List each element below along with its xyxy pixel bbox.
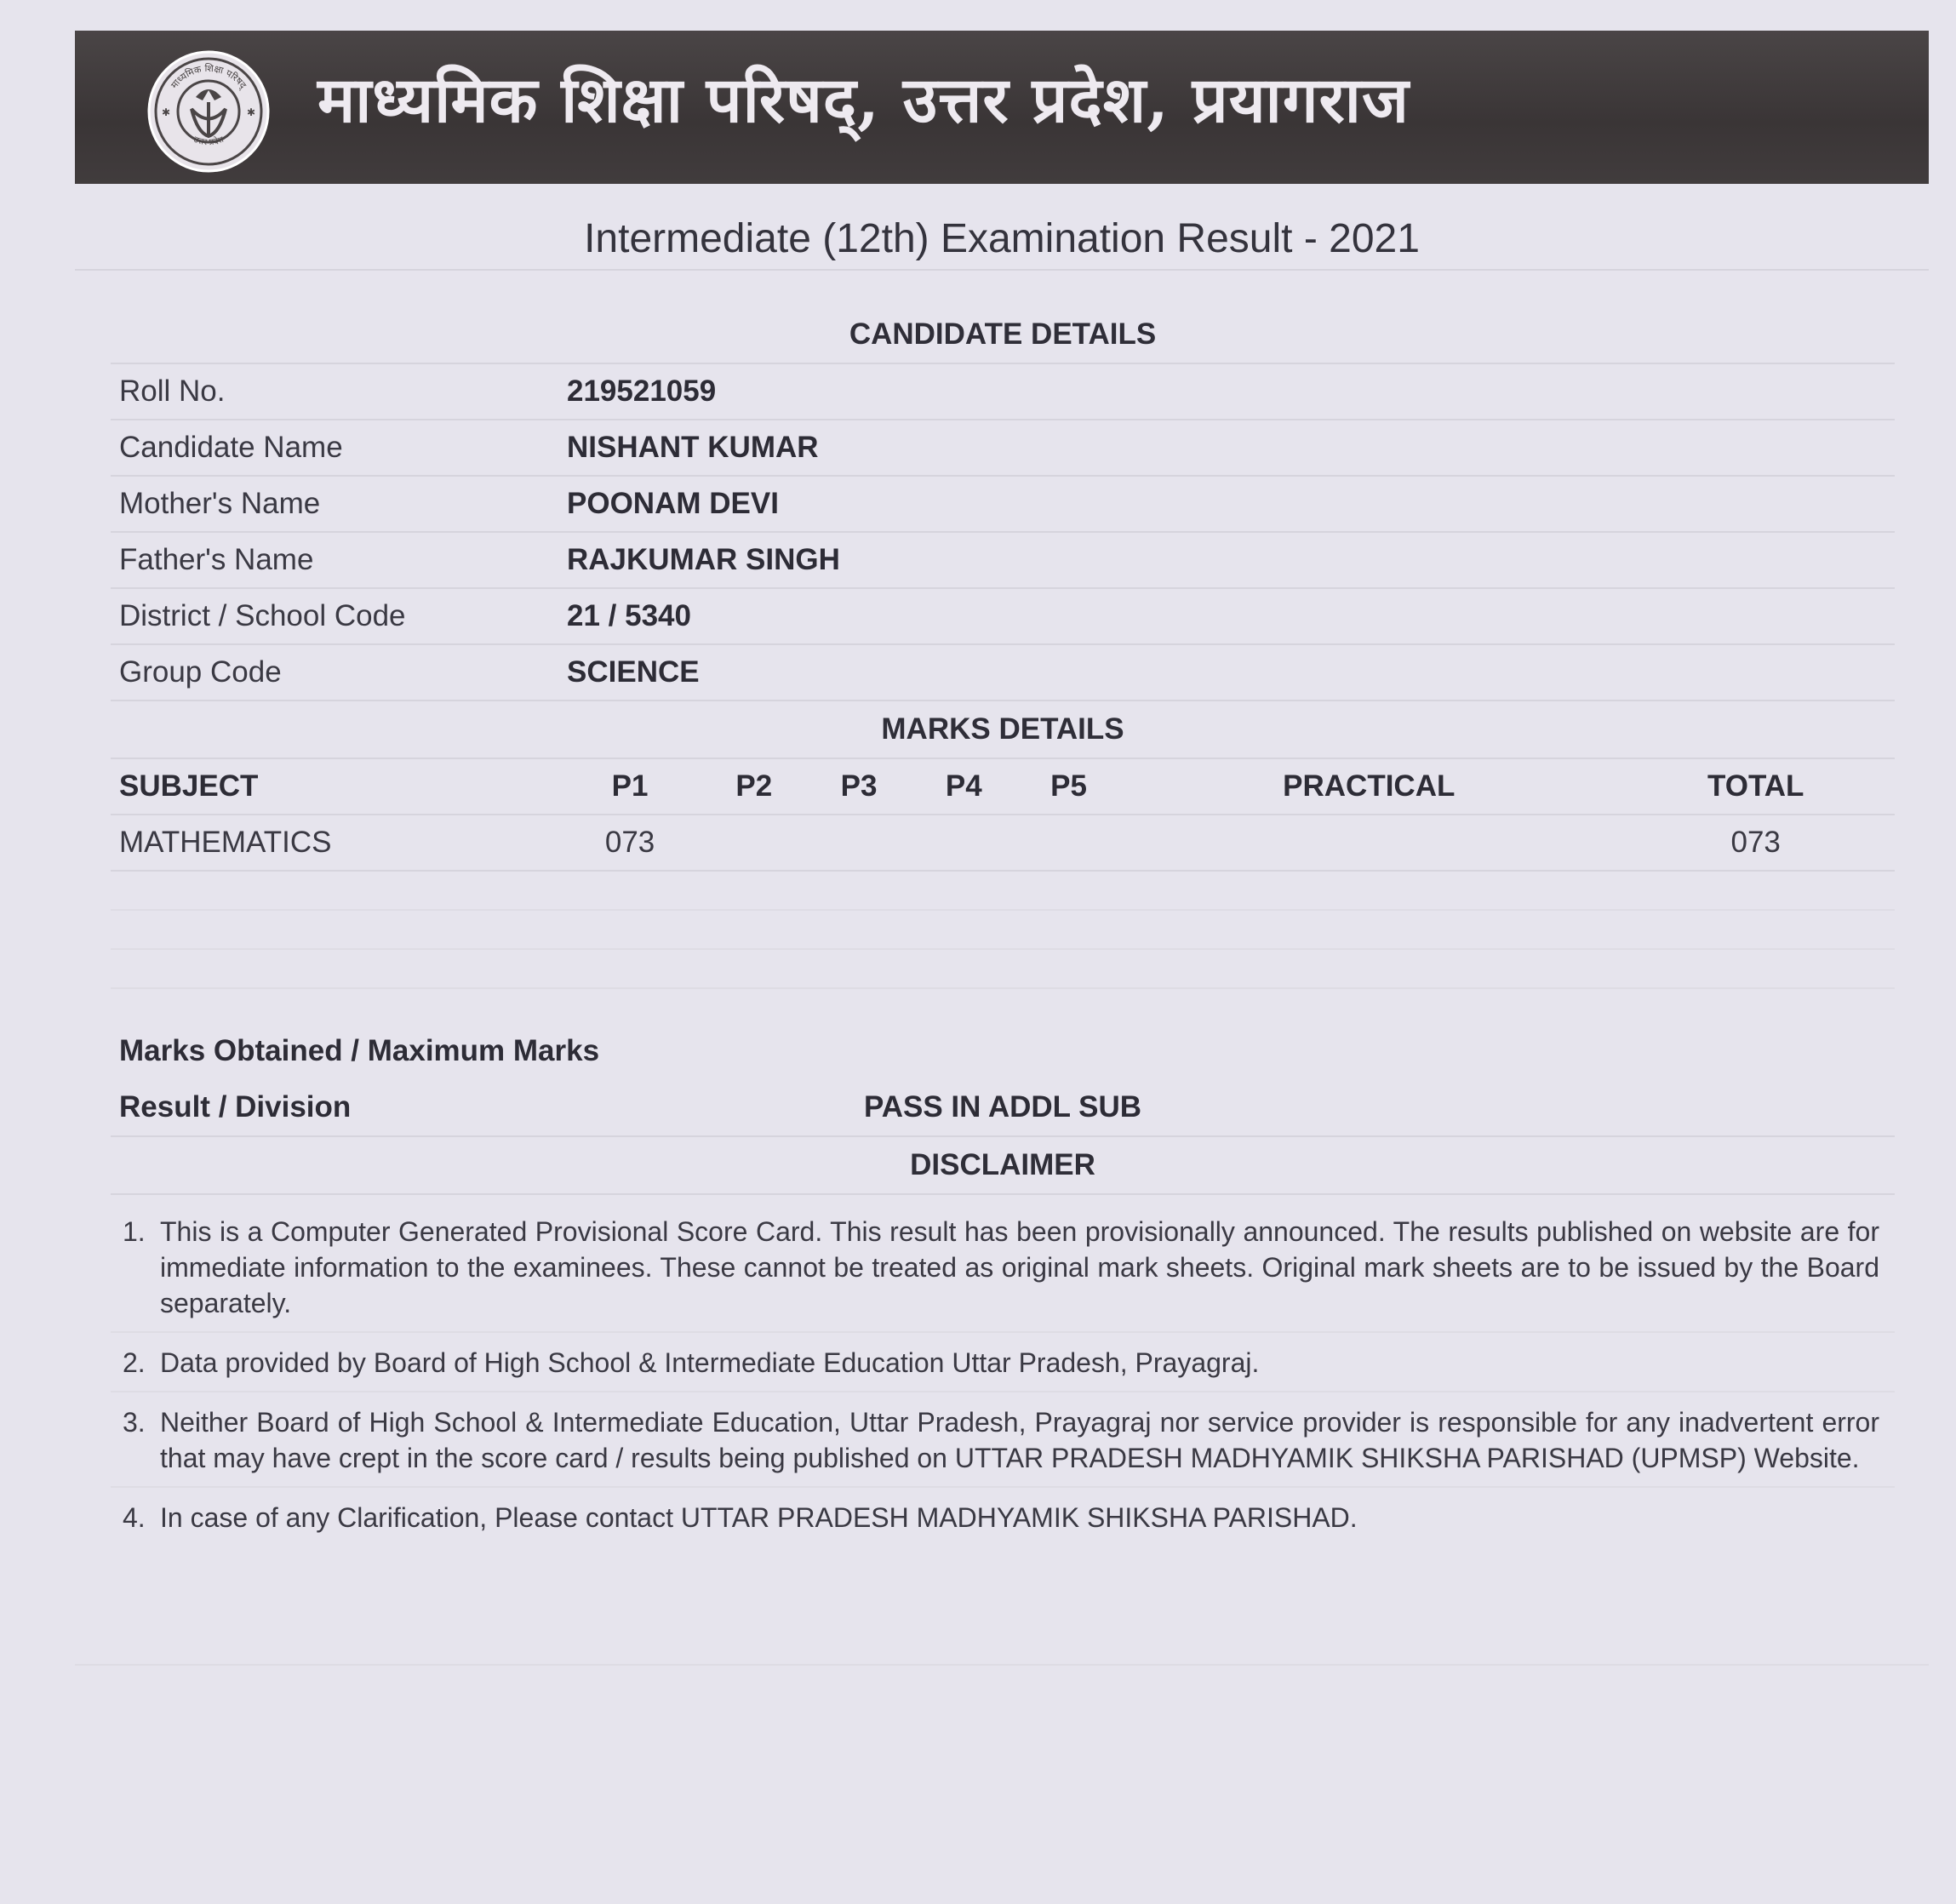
col-practical: PRACTICAL (1121, 759, 1616, 815)
logo-text-bottom: उत्तर प्रदेश (192, 134, 226, 148)
result-division-row (111, 1079, 1895, 1137)
exam-title: Intermediate (12th) Examination Result - 2021 (584, 216, 1420, 261)
disclaimer-heading: DISCLAIMER (111, 1137, 1895, 1195)
col-subject: SUBJECT (111, 759, 558, 815)
col-p5: P5 (1016, 759, 1121, 815)
cell-p1: 073 (558, 815, 701, 871)
field-mothers-name (111, 477, 1895, 533)
spacer (111, 989, 1895, 1023)
disclaimer-item (111, 1392, 1895, 1488)
field-value: 21 / 5340 (567, 599, 691, 632)
marks-details-heading: MARKS DETAILS (111, 701, 1895, 759)
table-row (111, 815, 1895, 871)
col-p1: P1 (558, 759, 701, 815)
field-label: Mother's Name (119, 487, 321, 520)
field-group-code (111, 645, 1895, 701)
cell-practical (1121, 815, 1616, 871)
blank-row (111, 911, 1895, 950)
result-division-label: Result / Division (119, 1090, 352, 1124)
svg-text:✱: ✱ (247, 106, 256, 118)
disclaimer-item (111, 1333, 1895, 1392)
disclaimer-text: Data provided by Board of High School & Intermediate Education Uttar Pradesh, Prayagraj. (160, 1347, 1260, 1378)
field-value: NISHANT KUMAR (567, 431, 819, 464)
logo-text-top: माध्यमिक शिक्षा परिषद् (169, 62, 249, 91)
board-header-banner (75, 31, 1929, 184)
marks-header-row (111, 759, 1895, 815)
cell-p3 (806, 815, 911, 871)
cell-p2 (701, 815, 806, 871)
page-footer-divider (75, 1664, 1929, 1666)
field-candidate-name (111, 420, 1895, 477)
disclaimer-list (111, 1202, 1895, 1546)
col-total: TOTAL (1616, 759, 1895, 815)
field-label: Candidate Name (119, 431, 343, 464)
field-label: District / School Code (119, 599, 406, 632)
field-fathers-name (111, 533, 1895, 589)
field-roll-no (111, 364, 1895, 420)
field-value: 219521059 (567, 375, 717, 408)
disclaimer-number: 3. (123, 1407, 146, 1438)
candidate-details-heading: CANDIDATE DETAILS (111, 306, 1895, 364)
blank-row (111, 950, 1895, 989)
disclaimer-item (111, 1488, 1895, 1546)
col-p4: P4 (912, 759, 1016, 815)
result-sheet (75, 31, 1929, 1546)
field-value: SCIENCE (567, 655, 700, 689)
result-division-value: PASS IN ADDL SUB (863, 1090, 1142, 1124)
cell-total: 073 (1616, 815, 1895, 871)
col-p2: P2 (701, 759, 806, 815)
cell-p4 (912, 815, 1016, 871)
disclaimer-text: Neither Board of High School & Intermediate Education, Uttar Pradesh, Prayagraj nor service provider is responsible for any inadvertent error that may have crept in the score card / results being published on UTTAR PRADESH MADHYAMIK SHIKSHA PARISHAD (UPMSP) Website. (160, 1407, 1879, 1473)
field-label: Group Code (119, 655, 282, 689)
col-p3: P3 (806, 759, 911, 815)
svg-text:✱: ✱ (162, 106, 171, 118)
field-label: Roll No. (119, 375, 226, 408)
field-value: RAJKUMAR SINGH (567, 543, 840, 576)
disclaimer-text: This is a Computer Generated Provisional Score Card. This result has been provisionally announced. The results published on website are for immediate information to the examinees. These cannot be treated as original mark sheets. Original mark sheets are to be issued by the Board separately. (160, 1216, 1879, 1318)
disclaimer-item (111, 1202, 1895, 1333)
blank-row (111, 872, 1895, 911)
marks-obtained-row (111, 1023, 1895, 1079)
marks-table (111, 759, 1895, 872)
details-panel (111, 306, 1895, 1546)
disclaimer-number: 1. (123, 1216, 146, 1247)
cell-p5 (1016, 815, 1121, 871)
field-value: POONAM DEVI (567, 487, 779, 520)
board-name-heading: माध्यमिक शिक्षा परिषद्, उत्तर प्रदेश, प्रयागराज (317, 64, 1410, 137)
cell-subject: MATHEMATICS (111, 815, 558, 871)
field-label: Father's Name (119, 543, 314, 576)
disclaimer-text: In case of any Clarification, Please contact UTTAR PRADESH MADHYAMIK SHIKSHA PARISHAD. (160, 1502, 1358, 1533)
title-divider (75, 269, 1929, 271)
disclaimer-number: 4. (123, 1502, 146, 1533)
field-district-school-code (111, 589, 1895, 645)
marks-obtained-label: Marks Obtained / Maximum Marks (119, 1034, 600, 1067)
disclaimer-number: 2. (123, 1347, 146, 1378)
upmsp-seal-icon (145, 48, 272, 175)
